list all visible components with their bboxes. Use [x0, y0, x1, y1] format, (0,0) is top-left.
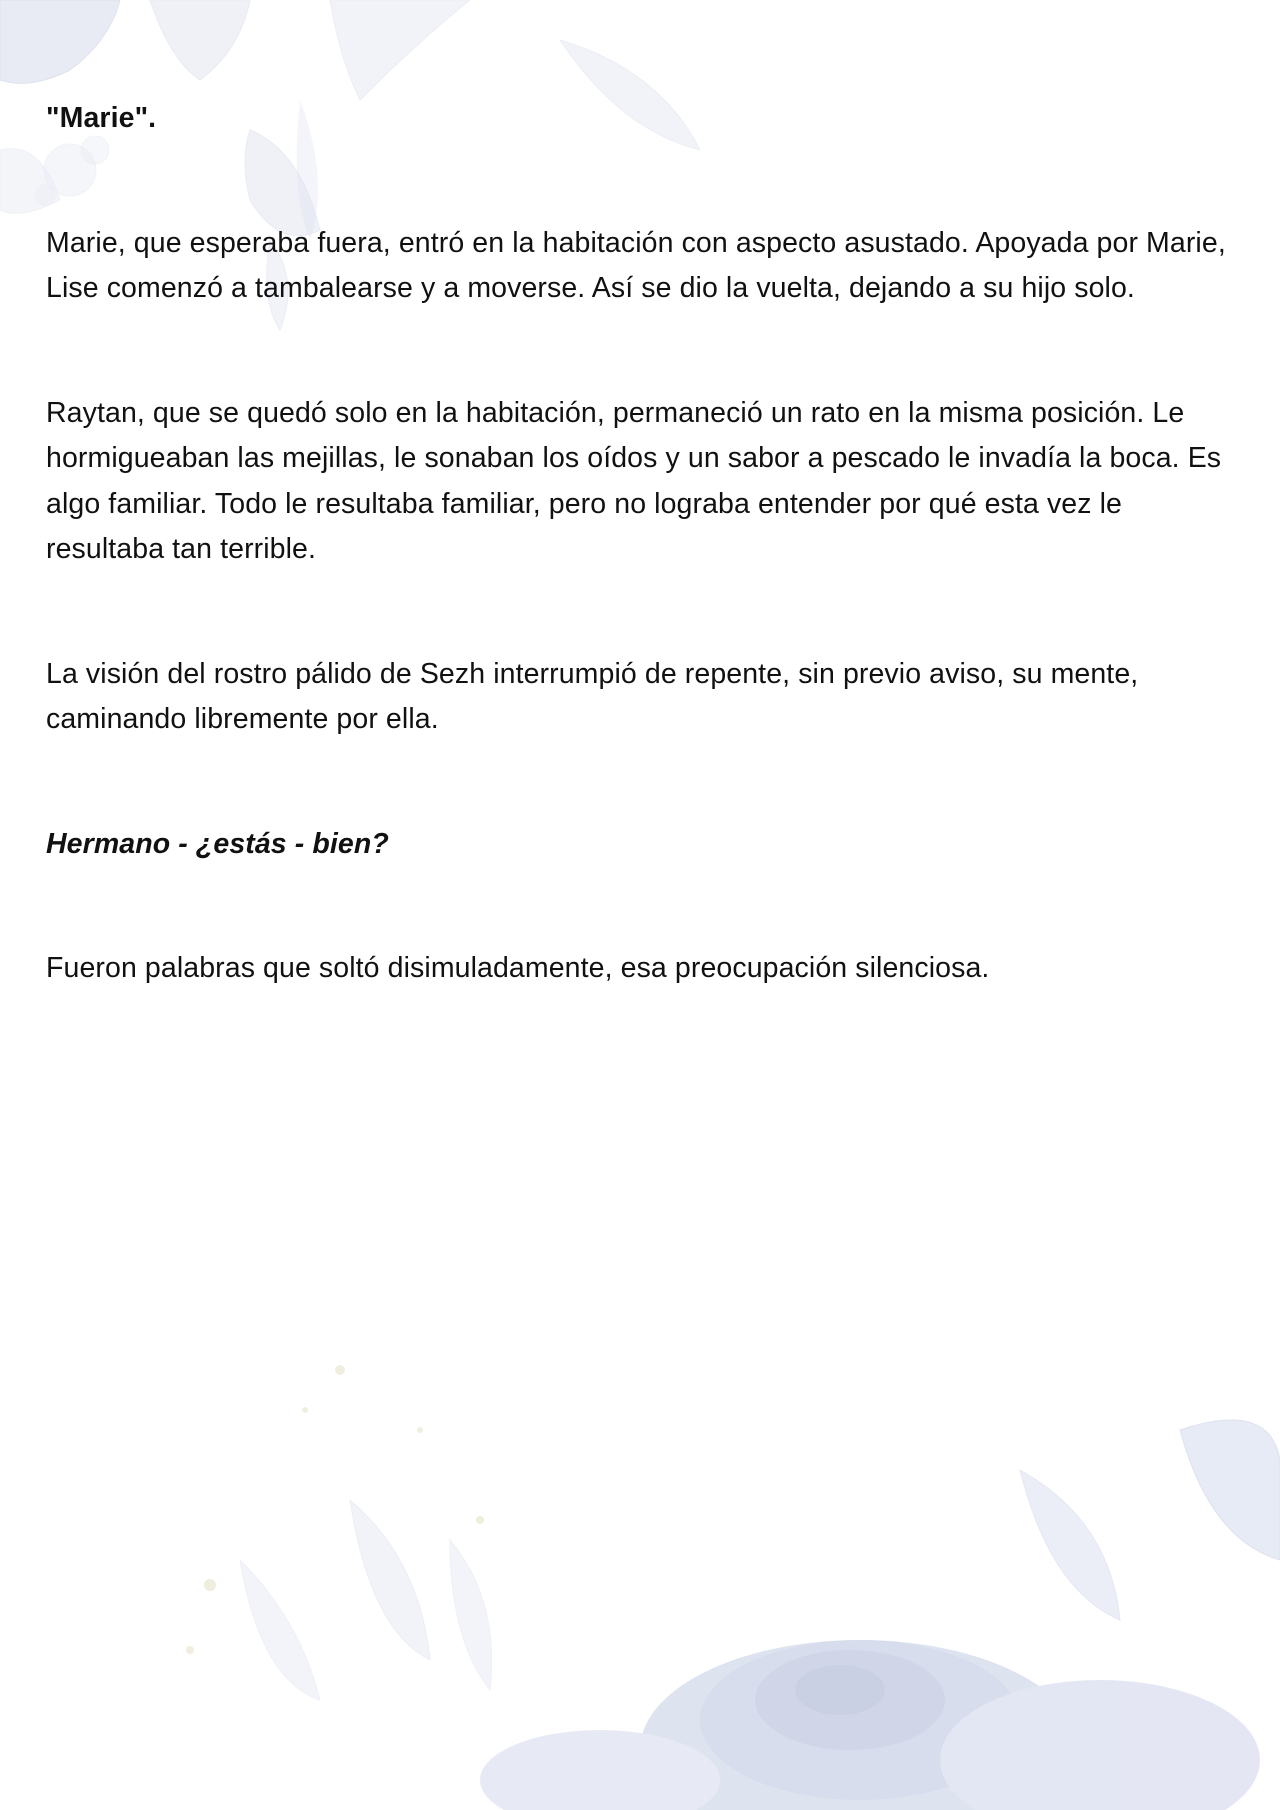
paragraph-closing-words: Fueron palabras que soltó disimuladamente, esa preocupación silenciosa. [46, 952, 990, 984]
paragraph-marie-call: "Marie". [46, 102, 157, 134]
paragraph-marie-enters: Marie, que esperaba fuera, entró en la habitación con aspecto asustado. Apoyada por Marie, Lise comenzó a tambalearse y a moverse. Así se dio la vuelta, dejando a su hijo solo. [46, 226, 1226, 304]
paragraph-sezh-vision: La visión del rostro pálido de Sezh interrumpió de repente, sin previo aviso, su mente, caminando libremente por ella. [46, 657, 1139, 735]
document-body [46, 96, 1246, 1071]
paragraph-dialogue-hermano: Hermano - ¿estás - bien? [46, 827, 389, 860]
paragraph-raytan-alone: Raytan, que se quedó solo en la habitación, permaneció un rato en la misma posición. Le hormigueaban las mejillas, le sonaban los oídos y un sabor a pescado le invadía la boca. Es algo familiar. Todo le resultaba familiar, pero no lograba entender por qué esta vez le resultaba tan terrible. [46, 396, 1222, 565]
